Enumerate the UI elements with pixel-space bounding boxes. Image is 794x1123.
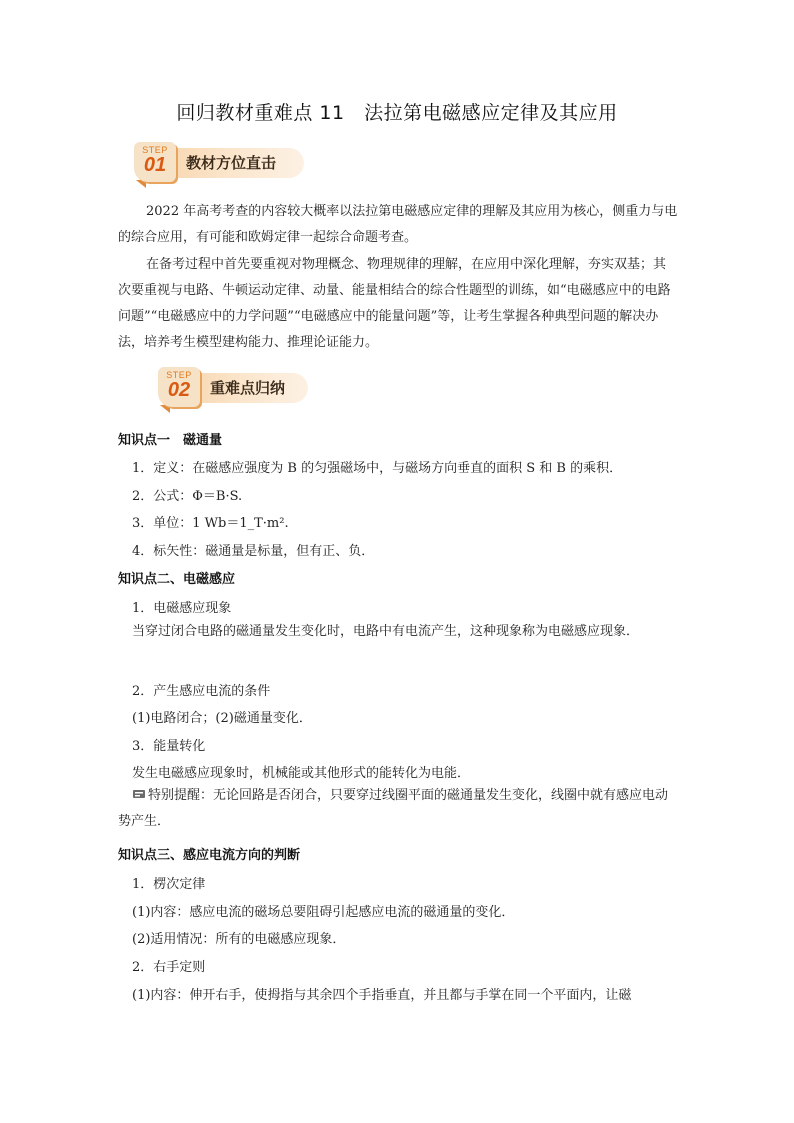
k3-sub1-b: (2)适用情况：所有的电磁感应现象． bbox=[132, 932, 346, 947]
step-badge bbox=[158, 367, 200, 407]
k1-heading: 知识点一 磁通量 bbox=[118, 433, 223, 448]
page-title: 回归教材重难点 11 法拉第电磁感应定律及其应用 bbox=[176, 102, 618, 124]
k3-sub1-a: (1)内容：感应电流的磁场总要阻碍引起感应电流的磁通量的变化． bbox=[132, 905, 515, 920]
tip-icon bbox=[132, 788, 146, 800]
k2-sub1: 1．电磁感应现象 bbox=[132, 601, 232, 616]
k3-sub2: 2．右手定则 bbox=[132, 960, 206, 975]
k2-sub2: 2．产生感应电流的条件 bbox=[132, 684, 271, 699]
step-01-banner bbox=[134, 142, 314, 188]
k1-item-4: 4．标矢性：磁通量是标量，但有正、负． bbox=[132, 544, 375, 559]
step-badge bbox=[134, 142, 176, 182]
k3-heading: 知识点三、感应电流方向的判断 bbox=[118, 848, 301, 863]
k1-item-2: 2．公式：Φ＝B·S. bbox=[132, 489, 243, 504]
k2-sub1-text-content: 当穿过闭合电路的磁通量发生变化时，电路中有电流产生，这种现象称为电磁感应现象． bbox=[132, 624, 640, 639]
k2-sub2-text: (1)电路闭合；(2)磁通量变化． bbox=[132, 711, 312, 726]
k2-sub3-text: 发生电磁感应现象时，机械能或其他形式的能转化为电能． bbox=[132, 766, 471, 781]
section-label: 教材方位直击 bbox=[186, 154, 277, 172]
intro-text-2: 在备考过程中首先要重视对物理概念、物理规律的理解，在应用中深化理解，夯实双基；其次要重视与电路、牛顿运动定律、动量、能量相结合的综合性题型的训练，如“电磁感应中的电路问题”“电磁感应中的力学问题”“电磁感应中的能量问题”等，让考生掌握各种典型问题的解决办法，培养考生模型建构能力、推理论证能力。 bbox=[118, 257, 671, 350]
k2-tip-text: 特别提醒：无论回路是否闭合，只要穿过线圈平面的磁通量发生变化，线圈中就有感应电动势产生． bbox=[118, 788, 669, 829]
step-number: 02 bbox=[167, 379, 191, 401]
k2-heading: 知识点二、电磁感应 bbox=[118, 572, 236, 587]
k2-sub3: 3．能量转化 bbox=[132, 739, 206, 754]
k2-sub1-text bbox=[118, 619, 678, 645]
k2-tip bbox=[118, 783, 678, 835]
intro-paragraph-2 bbox=[118, 252, 678, 356]
k1-item-1: 1．定义：在磁感应强度为 B 的匀强磁场中，与磁场方向垂直的面积 S 和 B 的乘积． bbox=[132, 461, 623, 476]
k3-sub2-a: (1)内容：伸开右手，使拇指与其余四个手指垂直，并且都与手掌在同一个平面内，让磁 bbox=[132, 988, 632, 1003]
k1-item-3: 3．单位：1 Wb＝1_T·m². bbox=[132, 516, 289, 531]
step-word: STEP bbox=[166, 370, 192, 380]
intro-paragraph-1 bbox=[118, 199, 678, 251]
section-label: 重难点归纳 bbox=[210, 379, 286, 397]
k3-sub1: 1．楞次定律 bbox=[132, 877, 206, 892]
step-02-banner bbox=[158, 367, 318, 413]
step-number: 01 bbox=[143, 154, 167, 176]
step-word: STEP bbox=[142, 145, 168, 155]
intro-text-1: 2022 年高考考查的内容较大概率以法拉第电磁感应定律的理解及其应用为核心，侧重力与电的综合应用，有可能和欧姆定律一起综合命题考查。 bbox=[118, 204, 678, 245]
